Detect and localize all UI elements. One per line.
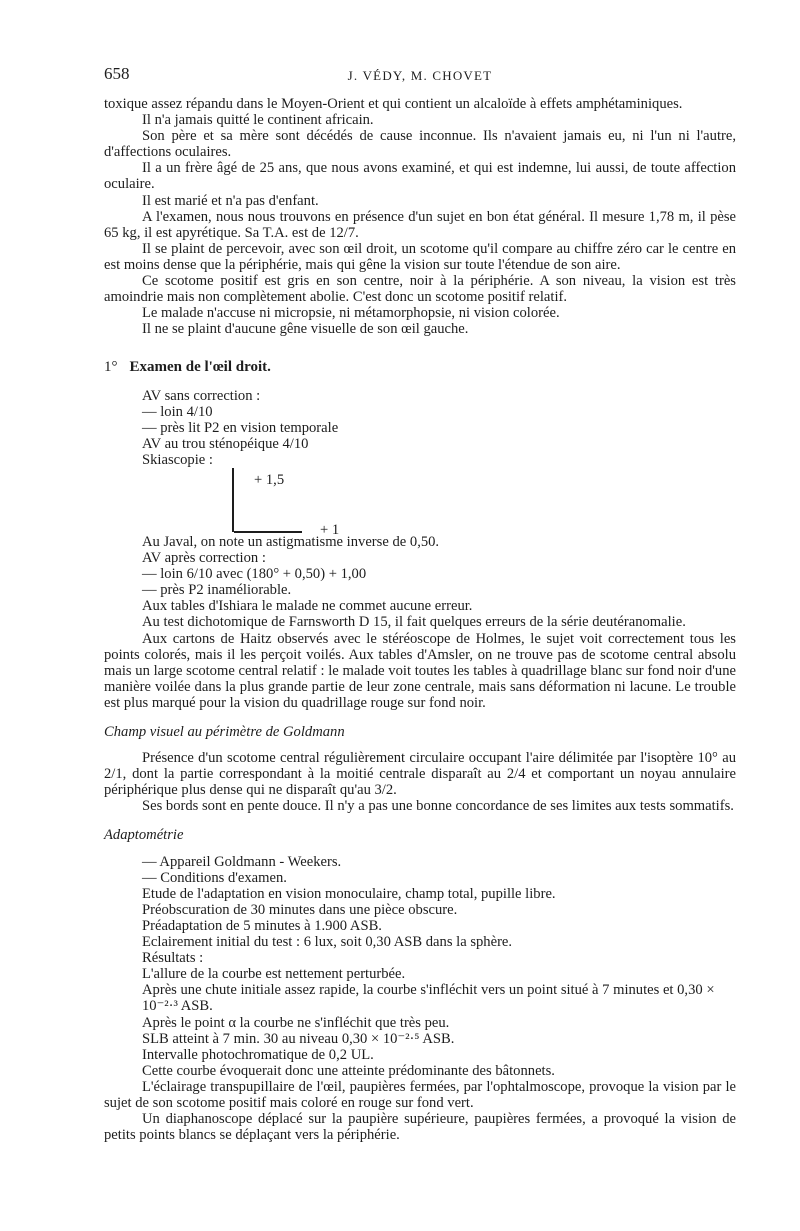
adapto-line: — Appareil Goldmann - Weekers. [142,853,342,870]
champ-section [104,750,736,814]
adapto-line: Après le point α la courbe ne s'infléchit que très peu. [142,1014,450,1031]
paragraph: Ses bords sont en pente douce. Il n'y a pas une bonne concordance de ses limites aux tests sommatifs. [142,798,734,815]
paragraph: Il ne se plaint d'aucune gêne visuelle de son œil gauche. [142,321,469,338]
paragraph: Le malade n'accuse ni micropsie, ni métamorphopsie, ni vision colorée. [142,305,560,322]
exam-line: Au Javal, on note un astigmatisme inverse de 0,50. [142,533,440,550]
correction-block [104,534,736,614]
skiascopy-vertical-axis [232,468,234,532]
paragraph: Son père et sa mère sont décédés de cause inconnue. Ils n'avaient jamais eu, ni l'un ni l'autre, d'affections oculaires. [104,128,736,161]
skiascopy-horizontal-value: + 1 [320,521,340,538]
exam-block [104,388,736,468]
adapto-line: Préadaptation de 5 minutes à 1.900 ASB. [142,917,382,934]
skiascopy-horizontal-axis [234,531,302,533]
exam-line: — près P2 inaméliorable. [142,582,292,599]
skiascopy-diagram [232,468,736,538]
adapto-line: — Conditions d'examen. [142,869,287,886]
tests-section [104,614,736,711]
paragraph: Il se plaint de percevoir, avec son œil droit, un scotome qu'il compare au chiffre zéro car le centre en est moins dense que la périphérie, mais qui gêne la vision sur toute l'étendue de son aire. [104,240,736,273]
section-title: Examen de l'œil droit. [129,359,271,376]
skiascopy-vertical-value: + 1,5 [254,471,285,488]
adapto-heading: Adaptométrie [104,827,184,844]
paragraph: Présence d'un scotome central régulièrement circulaire occupant l'aire délimitée par l'isoptère 10° au 2/1, dont la partie correspondant à la moitié centrale disparaît au 2/4 et comportant un noyau annulaire périphérique plus dense qui ne disparaît qu'au 3/2. [104,750,736,799]
adapto-line: Résultats : [142,950,204,967]
exam-line: AV au trou sténopéique 4/10 [142,435,309,452]
paragraph: toxique assez répandu dans le Moyen-Orient et qui contient un alcaloïde à effets amphétaminiques. [104,96,683,112]
exam-line: AV sans correction : [142,387,261,404]
adapto-line: Etude de l'adaptation en vision monoculaire, champ total, pupille libre. [142,885,556,902]
exam-line: Aux tables d'Ishiara le malade ne commet aucune erreur. [142,598,473,615]
adapto-line: L'allure de la courbe est nettement perturbée. [142,966,406,983]
paragraph: Ce scotome positif est gris en son centre, noir à la périphérie. A son niveau, la vision est très amoindrie mais non complètement abolie. C'est donc un scotome positif relatif. [104,273,736,306]
page-number: 658 [104,64,130,83]
running-title: J. VÉDY, M. CHOVET [347,68,493,83]
exam-line: — près lit P2 en vision temporale [142,419,339,436]
adapto-line: Eclairement initial du test : 6 lux, soit 0,30 ASB dans la sphère. [142,934,513,951]
adapto-line: Après une chute initiale assez rapide, la courbe s'infléchit vers un point situé à 7 minutes et 0,30 × 10⁻²·³ ASB. [142,982,715,1015]
intro-section [104,96,736,337]
adapto-line: Intervalle photochromatique de 0,2 UL. [142,1046,374,1063]
exam-line: — loin 6/10 avec (180° + 0,50) + 1,00 [142,566,367,583]
adapto-line: Préobscuration de 30 minutes dans une pièce obscure. [142,901,458,918]
paragraph: Un diaphanoscope déplacé sur la paupière supérieure, paupières fermées, a provoqué la vision de petits points blancs se déplaçant vers la périphérie. [104,1111,736,1144]
paragraph: Au test dichotomique de Farnsworth D 15, il fait quelques erreurs de la série deutéranomalie. [142,614,686,631]
adapto-line: SLB atteint à 7 min. 30 au niveau 0,30 × 10⁻²·⁵ ASB. [142,1030,455,1047]
exam-line: Skiascopie : [142,451,213,468]
exam-line: — loin 4/10 [142,403,213,420]
page-header [104,66,736,96]
exam-line: AV après correction : [142,550,266,567]
section-heading [104,359,736,375]
champ-heading: Champ visuel au périmètre de Goldmann [104,724,345,740]
adapto-block [104,854,736,1079]
paragraph: L'éclairage transpupillaire de l'œil, paupières fermées, par l'ophtalmoscope, provoque la vision par le sujet de son scotome positif mais coloré en rouge sur fond vert. [104,1078,736,1111]
paragraph: Il est marié et n'a pas d'enfant. [142,192,319,209]
final-section [104,1079,736,1143]
paragraph: Il a un frère âgé de 25 ans, que nous avons examiné, et qui est indemne, lui aussi, de toute affection oculaire. [104,160,736,193]
paragraph: A l'examen, nous nous trouvons en présence d'un sujet en bon état général. Il mesure 1,78 m, il pèse 65 kg, il est apyrétique. Sa T.A. est de 12/7. [104,208,736,241]
paragraph: Il n'a jamais quitté le continent africain. [142,112,374,129]
paragraph: Aux cartons de Haitz observés avec le stéréoscope de Holmes, le sujet voit correctement tous les points colorés, mais il les perçoit voilés. Aux tables d'Amsler, on ne trouve pas de scotome central absolu mais un large scotome central relatif : le malade voit toutes les tables à quadrillage blanc sur fond noir d'une manière voilée dans la plus grande partie de leur zone centrale, mais sans déformation ni lacune. Le trouble est plus marqué pour la vision du quadrillage rouge sur fond noir. [104,630,736,711]
adapto-line: Cette courbe évoquerait donc une atteinte prédominante des bâtonnets. [142,1062,555,1079]
section-number: 1° [104,359,118,376]
